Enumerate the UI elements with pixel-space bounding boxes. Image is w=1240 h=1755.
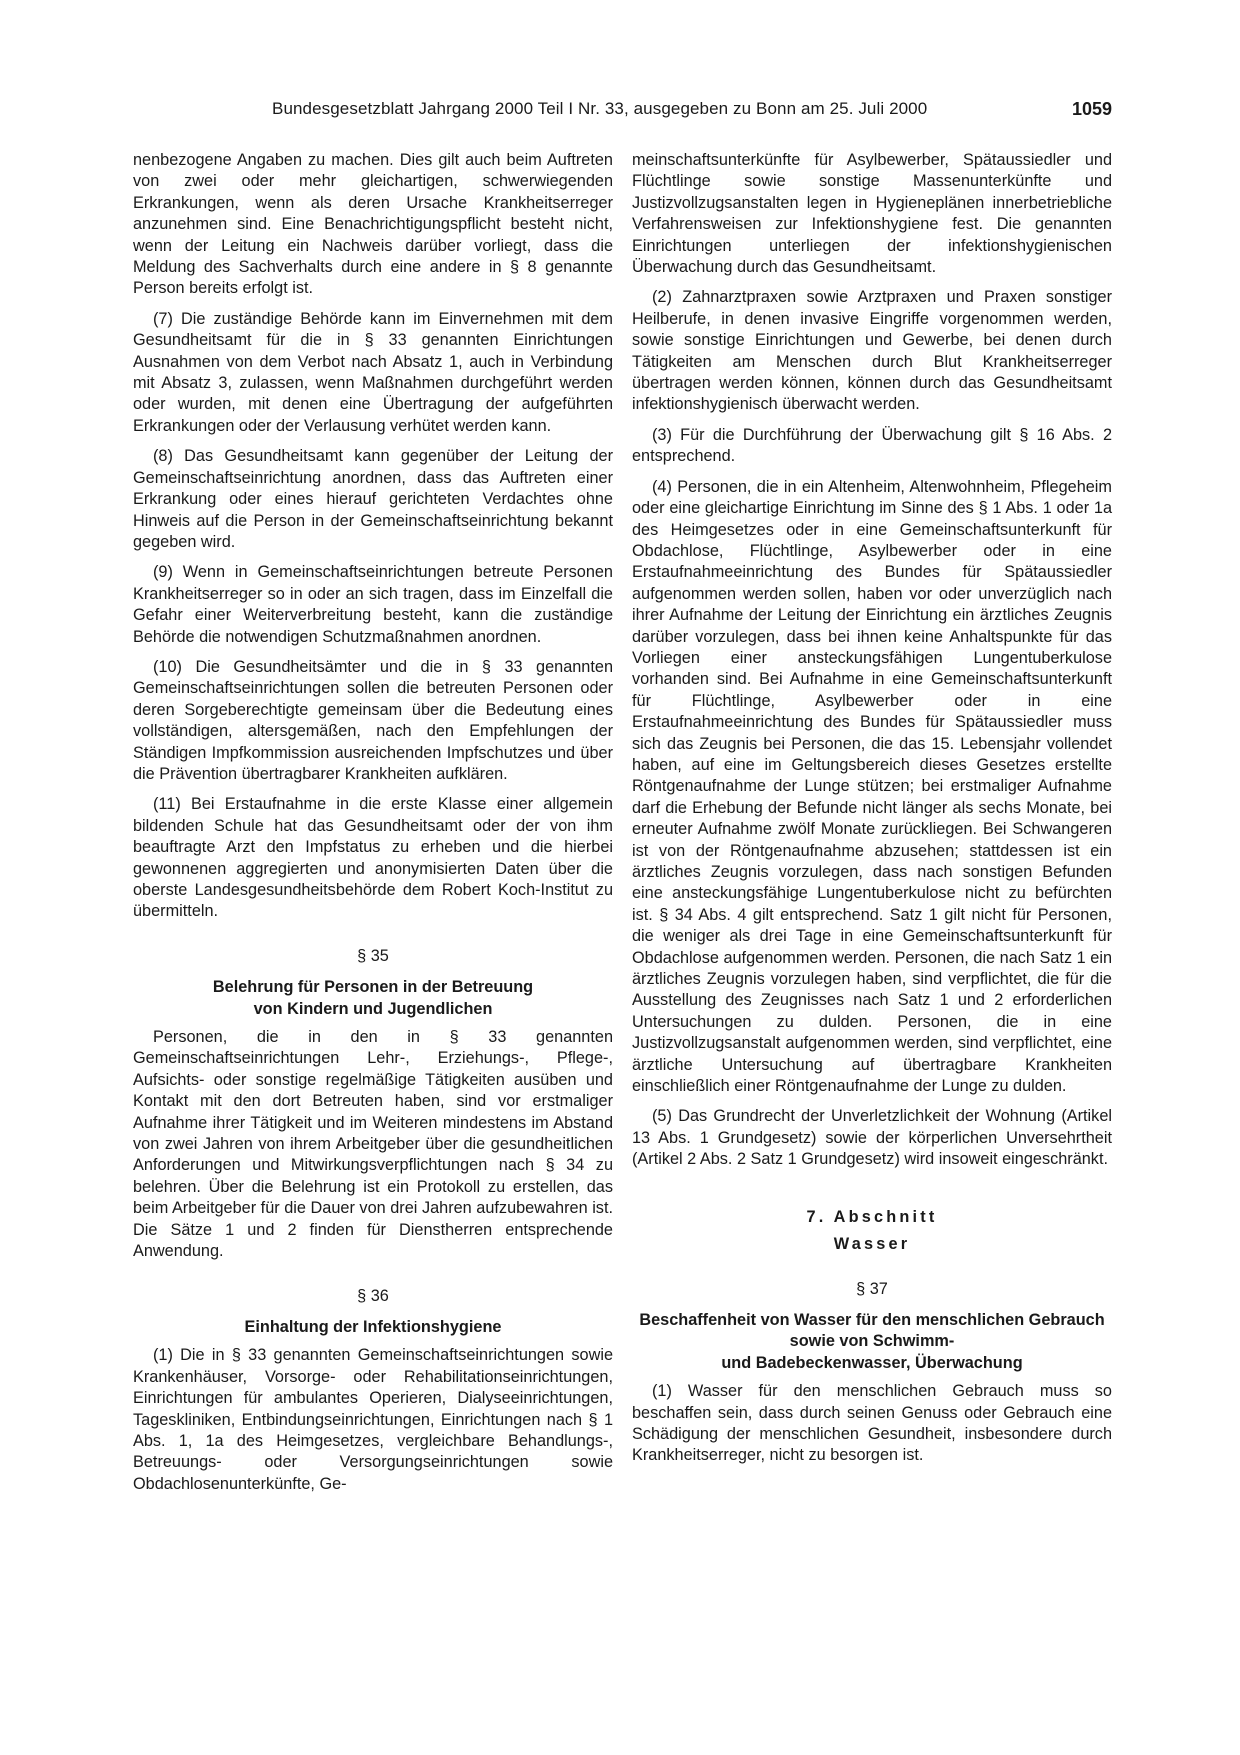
section-37-title-line-2: und Badebeckenwasser, Überwachung xyxy=(721,1353,1023,1372)
paragraph-10: (10) Die Gesundheitsämter und die in § 33 genannten Gemeinschaftseinrichtungen sollen die betreuten Personen oder deren Sorgeberechtigte gemeinsam über die Bedeutung eines vollständigen, altersgemäßen, nach den Empfehlungen der Ständigen Impfkommission ausreichenden Impfschutzes und über die Prävention übertragbarer Krankheiten aufklären. xyxy=(133,657,613,783)
section-35-title-line-1: Belehrung für Personen in der Betreuung xyxy=(212,978,534,997)
paragraph-continued: nenbezogene Angaben zu machen. Dies gilt auch beim Auftreten von zwei oder mehr gleichartigen, schwerwiegenden Erkrankungen, wenn als deren Ursache Krankheitserreger anzunehmen sind. Eine Benachrichtigungspflicht besteht nicht, wenn der Leitung ein Nachweis darüber vorliegt, dass die Meldung des Sachverhalts durch eine andere in § 8 genannte Person bereits erfolgt ist. xyxy=(133,151,613,298)
paragraph-continued: meinschaftsunterkünfte für Asylbewerber, Spätaussiedler und Flüchtlinge sowie sonstige Massenunterkünfte und Justizvollzugsanstalten legen in Hygieneplänen innerbetriebliche Verfahrensweisen zur Infektionshygiene fest. Die genannten Einrichtungen unterliegen der infektionshygienischen Überwachung durch das Gesundheitsamt. xyxy=(632,151,1112,277)
running-title: Bundesgesetzblatt Jahrgang 2000 Teil I Nr. 33, ausgegeben zu Bonn am 25. Juli 2000 xyxy=(272,99,928,118)
section-35-title-line-2: von Kindern und Jugendlichen xyxy=(253,999,493,1018)
section-37-number: § 37 xyxy=(856,1279,888,1298)
section-35-title xyxy=(133,977,613,1020)
paragraph-9: (9) Wenn in Gemeinschaftseinrichtungen betreute Personen Krankheitserreger so in oder an sich tragen, dass im Einzelfall die Gefahr einer Weiterverbreitung besteht, kann die zuständige Behörde die notwendigen Schutzmaßnahmen anordnen. xyxy=(133,563,613,646)
part-number: 7. Abschnitt xyxy=(806,1207,938,1226)
page-number: 1059 xyxy=(1071,99,1112,119)
paragraph-2: (2) Zahnarztpraxen sowie Arztpraxen und Praxen sonstiger Heilberufe, in denen invasive Eingriffe vorgenommen werden, sowie sonstige Einrichtungen und Gewerbe, bei denen durch Tätigkeiten am Menschen durch Blut Krankheitserreger übertragen werden können, können durch das Gesundheitsamt infektionshygienisch überwacht werden. xyxy=(632,288,1112,414)
left-column xyxy=(133,150,613,1504)
paragraph-7: (7) Die zuständige Behörde kann im Einvernehmen mit dem Gesundheitsamt für die in § 33 genannten Einrichtungen Ausnahmen von dem Verbot nach Absatz 1, auch in Verbindung mit Absatz 3, zulassen, wenn Maßnahmen durchgeführt werden oder wurden, mit denen eine Übertragung der aufgeführten Erkrankungen oder der Verlausung verhütet werden kann. xyxy=(133,309,613,435)
paragraph-5: (5) Das Grundrecht der Unverletzlichkeit der Wohnung (Artikel 13 Abs. 1 Grundgesetz) sowie der körperlichen Unversehrtheit (Artikel 2 Abs. 2 Satz 1 Grundgesetz) wird insoweit eingeschränkt. xyxy=(632,1107,1112,1169)
section-35-number: § 35 xyxy=(357,946,389,965)
paragraph-3: (3) Für die Durchführung der Überwachung gilt § 16 Abs. 2 entsprechend. xyxy=(632,425,1112,466)
paragraph-8: (8) Das Gesundheitsamt kann gegenüber der Leitung der Gemeinschaftseinrichtung anordnen, dass das Auftreten einer Erkrankung oder eines hierauf gerichteten Verdachtes ohne Hinweis auf die Person in der Gemeinschaftseinrichtung bekannt gegeben wird. xyxy=(133,447,613,551)
part-title: Wasser xyxy=(833,1235,911,1254)
section-37-paragraph-1: (1) Wasser für den menschlichen Gebrauch muss so beschaffen sein, dass durch seinen Genuss oder Gebrauch eine Schädigung der menschlichen Gesundheit, insbesondere durch Krankheitserreger, nicht zu besorgen ist. xyxy=(632,1382,1112,1465)
right-column xyxy=(632,150,1112,1476)
paragraph-11: (11) Bei Erstaufnahme in die erste Klasse einer allgemein bildenden Schule hat das Gesundheitsamt oder der von ihm beauftragte Arzt den Impfstatus zu erheben und die hierbei gewonnenen aggregierten und anonymisierten Daten über die oberste Landesgesundheitsbehörde dem Robert Koch-Institut zu übermitteln. xyxy=(133,795,613,921)
section-37-title-line-1: Beschaffenheit von Wasser für den menschlichen Gebrauch sowie von Schwimm- xyxy=(639,1310,1105,1351)
section-36-title: Einhaltung der Infektionshygiene xyxy=(244,1317,502,1336)
section-37-title xyxy=(632,1310,1112,1374)
section-36-paragraph-1: (1) Die in § 33 genannten Gemeinschaftseinrichtungen sowie Krankenhäuser, Vorsorge- oder Rehabilitationseinrichtungen, Einrichtungen für ambulantes Operieren, Dialyseeinrichtungen, Tageskliniken, Entbindungseinrichtungen, Einrichtungen nach § 1 Abs. 1, 1a des Heimgesetzes, vergleichbare Behandlungs-, Betreuungs- oder Versorgungseinrichtungen sowie Obdachlosenunterkünfte, Ge- xyxy=(133,1346,613,1493)
paragraph-4: (4) Personen, die in ein Altenheim, Altenwohnheim, Pflegeheim oder eine gleichartige Einrichtung im Sinne des § 1 Abs. 1 oder 1a des Heimgesetzes oder in eine Gemeinschaftsunterkunft für Obdachlose, Flüchtlinge, Asylbewerber oder in eine Erstaufnahmeeinrichtung des Bundes für Spätaussiedler aufgenommen werden sollen, haben vor oder unverzüglich nach ihrer Aufnahme der Leitung der Einrichtung ein ärztliches Zeugnis darüber vorzulegen, dass bei ihnen keine Anhaltspunkte für das Vorliegen einer ansteckungsfähigen Lungentuberkulose vorhanden sind. Bei Aufnahme in eine Gemeinschaftsunterkunft für Flüchtlinge, Asylbewerber oder in eine Erstaufnahmeeinrichtung des Bundes für Spätaussiedler muss sich das Zeugnis bei Personen, die das 15. Lebensjahr vollendet haben, auf eine im Geltungsbereich dieses Gesetzes erstellte Röntgenaufnahme der Lunge stützen; bei erstmaliger Aufnahme darf die Erhebung der Befunde nicht länger als sechs Monate, bei erneuter Aufnahme zwölf Monate zurückliegen. Bei Schwangeren ist von der Röntgenaufnahme abzusehen; stattdessen ist ein ärztliches Zeugnis vorzulegen, dass nach sonstigen Befunden eine ansteckungsfähige Lungentuberkulose nicht zu befürchten ist. § 34 Abs. 4 gilt entsprechend. Satz 1 gilt nicht für Personen, die weniger als drei Tage in eine Gemeinschaftsunterkunft für Obdachlose aufgenommen werden. Personen, die nach Satz 1 ein ärztliches Zeugnis vorzulegen haben, sind verpflichtet, die für die Ausstellung des Zeugnisses nach Satz 1 und 2 erforderlichen Untersuchungen zu dulden. Personen, die in eine Justizvollzugsanstalt aufgenommen werden, sind verpflichtet, eine ärztliche Untersuchung auf übertragbare Krankheiten einschließlich einer Röntgenaufnahme der Lunge zu dulden. xyxy=(632,477,1112,1096)
section-36-number: § 36 xyxy=(357,1286,389,1305)
section-35-text: Personen, die in den in § 33 genannten Gemeinschaftseinrichtungen Lehr-, Erziehungs-, Pflege-, Aufsichts- oder sonstige regelmäßige Tätigkeiten ausüben und Kontakt mit den dort Betreuten haben, sind vor erstmaliger Aufnahme ihrer Tätigkeit und im Weiteren mindestens im Abstand von zwei Jahren von ihrem Arbeitgeber über die gesundheitlichen Anforderungen und Mitwirkungsverpflichtungen nach § 34 zu belehren. Über die Belehrung ist ein Protokoll zu erstellen, das beim Arbeitgeber für die Dauer von drei Jahren aufzubewahren ist. Die Sätze 1 und 2 finden für Dienstherren entsprechende Anwendung. xyxy=(133,1028,613,1261)
